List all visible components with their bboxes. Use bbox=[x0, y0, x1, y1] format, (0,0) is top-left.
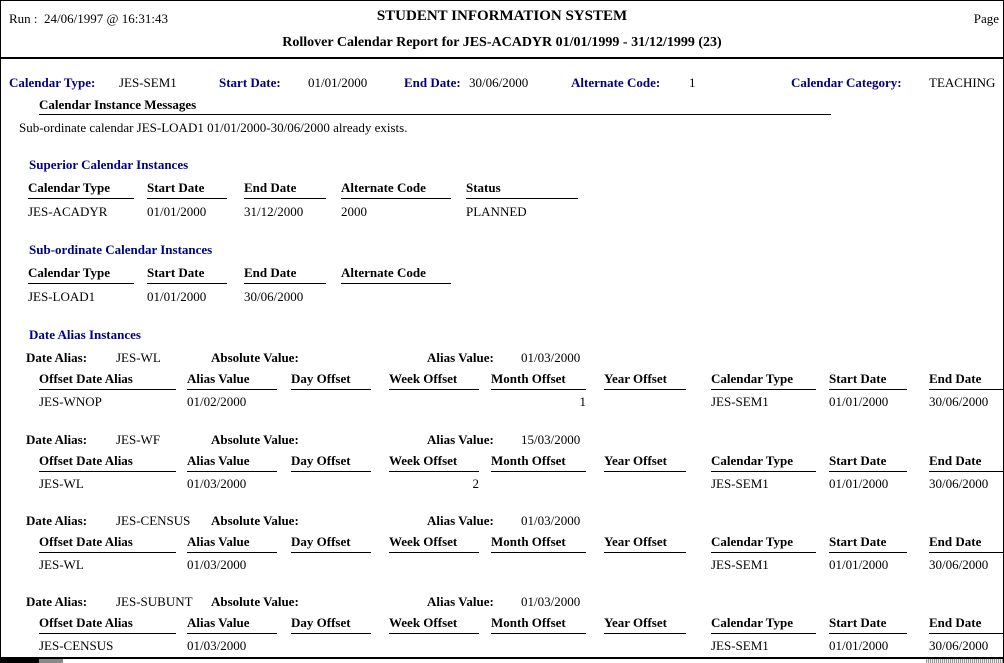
column-header: Alternate Code bbox=[341, 265, 451, 284]
column-header: End Date bbox=[929, 534, 1003, 553]
cell: 2000 bbox=[341, 204, 367, 219]
column-header: Start Date bbox=[829, 371, 907, 390]
run-label: Run : bbox=[9, 11, 38, 26]
column-header: Start Date bbox=[147, 265, 227, 284]
alias-value: 01/03/2000 bbox=[521, 594, 581, 609]
cell: 01/02/2000 bbox=[187, 394, 247, 409]
alias-value: 01/03/2000 bbox=[521, 350, 581, 365]
column-header: End Date bbox=[929, 453, 1003, 472]
cell: 31/12/2000 bbox=[244, 204, 304, 219]
column-header: Calendar Type bbox=[28, 180, 134, 199]
field-value: TEACHING bbox=[929, 75, 996, 90]
column-header: Day Offset bbox=[291, 534, 371, 553]
cell: JES-SEM1 bbox=[711, 476, 769, 491]
column-header: End Date bbox=[929, 371, 1003, 390]
date-alias-label: Date Alias: bbox=[26, 432, 88, 447]
column-header: Calendar Type bbox=[711, 534, 816, 553]
field-label: Alternate Code: bbox=[571, 75, 661, 90]
absolute-value-label: Absolute Value: bbox=[211, 432, 299, 447]
column-header: Year Offset bbox=[604, 615, 686, 634]
cell: 01/01/2000 bbox=[829, 476, 889, 491]
column-header: Offset Date Alias bbox=[39, 453, 176, 472]
column-header: Day Offset bbox=[291, 371, 371, 390]
column-header: Calendar Type bbox=[28, 265, 134, 284]
column-header: Week Offset bbox=[389, 615, 479, 634]
alias-value-label: Alias Value: bbox=[427, 594, 494, 609]
column-header: Start Date bbox=[829, 534, 907, 553]
bottom-edge-line bbox=[1, 657, 1004, 659]
column-header: End Date bbox=[244, 180, 326, 199]
column-header: Month Offset bbox=[491, 371, 586, 390]
section-heading: Sub-ordinate Calendar Instances bbox=[29, 242, 213, 257]
cell: 2 bbox=[472, 476, 479, 491]
absolute-value-label: Absolute Value: bbox=[211, 594, 299, 609]
date-alias-value: JES-WF bbox=[116, 432, 161, 447]
column-header: Alternate Code bbox=[341, 180, 451, 199]
cell: JES-WL bbox=[39, 557, 84, 572]
cell: 01/03/2000 bbox=[187, 638, 247, 653]
absolute-value-label: Absolute Value: bbox=[211, 350, 299, 365]
cell: 01/01/2000 bbox=[147, 289, 207, 304]
column-header: Calendar Type bbox=[711, 615, 816, 634]
alias-value: 01/03/2000 bbox=[521, 513, 581, 528]
cell: JES-SEM1 bbox=[711, 638, 769, 653]
column-header: Alias Value bbox=[187, 453, 277, 472]
cell: PLANNED bbox=[466, 204, 527, 219]
field-value: 01/01/2000 bbox=[308, 75, 368, 90]
field-label: Calendar Type: bbox=[9, 75, 96, 90]
column-header: Year Offset bbox=[604, 371, 686, 390]
column-header: Week Offset bbox=[389, 534, 479, 553]
page-label: Page bbox=[973, 11, 999, 26]
column-header: End Date bbox=[929, 615, 1003, 634]
messages-underline bbox=[39, 114, 831, 115]
cell: 1 bbox=[579, 394, 586, 409]
column-header: Month Offset bbox=[491, 615, 586, 634]
cell: JES-WL bbox=[39, 476, 84, 491]
cell: 01/03/2000 bbox=[187, 557, 247, 572]
alias-value: 15/03/2000 bbox=[521, 432, 581, 447]
field-value: JES-SEM1 bbox=[119, 75, 177, 90]
cell: 01/01/2000 bbox=[829, 557, 889, 572]
alias-value-label: Alias Value: bbox=[427, 432, 494, 447]
date-alias-label: Date Alias: bbox=[26, 513, 88, 528]
cell: JES-SEM1 bbox=[711, 394, 769, 409]
field-value: 30/06/2000 bbox=[469, 75, 529, 90]
cell: 30/06/2000 bbox=[929, 638, 989, 653]
date-alias-value: JES-CENSUS bbox=[116, 513, 191, 528]
cell: 30/06/2000 bbox=[244, 289, 304, 304]
column-header: Offset Date Alias bbox=[39, 371, 176, 390]
report-title: STUDENT INFORMATION SYSTEM bbox=[376, 8, 628, 24]
column-header: Alias Value bbox=[187, 615, 277, 634]
cell: JES-CENSUS bbox=[39, 638, 114, 653]
cell: 30/06/2000 bbox=[929, 476, 989, 491]
header-divider bbox=[1, 57, 1004, 59]
cell: JES-SEM1 bbox=[711, 557, 769, 572]
field-label: End Date: bbox=[404, 75, 461, 90]
column-header: Offset Date Alias bbox=[39, 534, 176, 553]
field-label: Calendar Category: bbox=[791, 75, 902, 90]
absolute-value-label: Absolute Value: bbox=[211, 513, 299, 528]
cell: JES-LOAD1 bbox=[28, 289, 96, 304]
bottom-right-grip bbox=[926, 659, 1004, 663]
column-header: Status bbox=[466, 180, 578, 199]
column-header: Offset Date Alias bbox=[39, 615, 176, 634]
run-value: 24/06/1997 @ 16:31:43 bbox=[44, 11, 168, 26]
date-alias-label: Date Alias: bbox=[26, 350, 88, 365]
column-header: Month Offset bbox=[491, 453, 586, 472]
column-header: Calendar Type bbox=[711, 453, 816, 472]
column-header: Day Offset bbox=[291, 615, 371, 634]
field-label: Start Date: bbox=[219, 75, 281, 90]
bottom-left-grip bbox=[39, 659, 63, 663]
cell: 01/01/2000 bbox=[147, 204, 207, 219]
cell: JES-WNOP bbox=[39, 394, 102, 409]
column-header: Calendar Type bbox=[711, 371, 816, 390]
column-header: End Date bbox=[244, 265, 326, 284]
column-header: Year Offset bbox=[604, 534, 686, 553]
date-alias-value: JES-SUBUNT bbox=[116, 594, 193, 609]
cell: 01/03/2000 bbox=[187, 476, 247, 491]
cell: 01/01/2000 bbox=[829, 394, 889, 409]
column-header: Week Offset bbox=[389, 371, 479, 390]
report-subtitle: Rollover Calendar Report for JES-ACADYR 01/01/1999 - 31/12/1999 (23) bbox=[282, 35, 722, 50]
date-alias-label: Date Alias: bbox=[26, 594, 88, 609]
column-header: Start Date bbox=[147, 180, 227, 199]
column-header: Week Offset bbox=[389, 453, 479, 472]
cell: 30/06/2000 bbox=[929, 557, 989, 572]
section-heading: Superior Calendar Instances bbox=[29, 157, 189, 172]
column-header: Start Date bbox=[829, 615, 907, 634]
column-header: Alias Value bbox=[187, 371, 277, 390]
message-line: Sub-ordinate calendar JES-LOAD1 01/01/2000-30/06/2000 already exists. bbox=[19, 120, 408, 135]
section-heading: Date Alias Instances bbox=[29, 327, 141, 342]
messages-heading: Calendar Instance Messages bbox=[39, 97, 197, 112]
column-header: Alias Value bbox=[187, 534, 277, 553]
column-header: Start Date bbox=[829, 453, 907, 472]
alias-value-label: Alias Value: bbox=[427, 513, 494, 528]
bottom-left-block bbox=[1, 657, 39, 663]
cell: JES-ACADYR bbox=[28, 204, 108, 219]
column-header: Year Offset bbox=[604, 453, 686, 472]
date-alias-value: JES-WL bbox=[116, 350, 161, 365]
alias-value-label: Alias Value: bbox=[427, 350, 494, 365]
field-value: 1 bbox=[689, 75, 696, 90]
cell: 01/01/2000 bbox=[829, 638, 889, 653]
column-header: Day Offset bbox=[291, 453, 371, 472]
cell: 30/06/2000 bbox=[929, 394, 989, 409]
column-header: Month Offset bbox=[491, 534, 586, 553]
